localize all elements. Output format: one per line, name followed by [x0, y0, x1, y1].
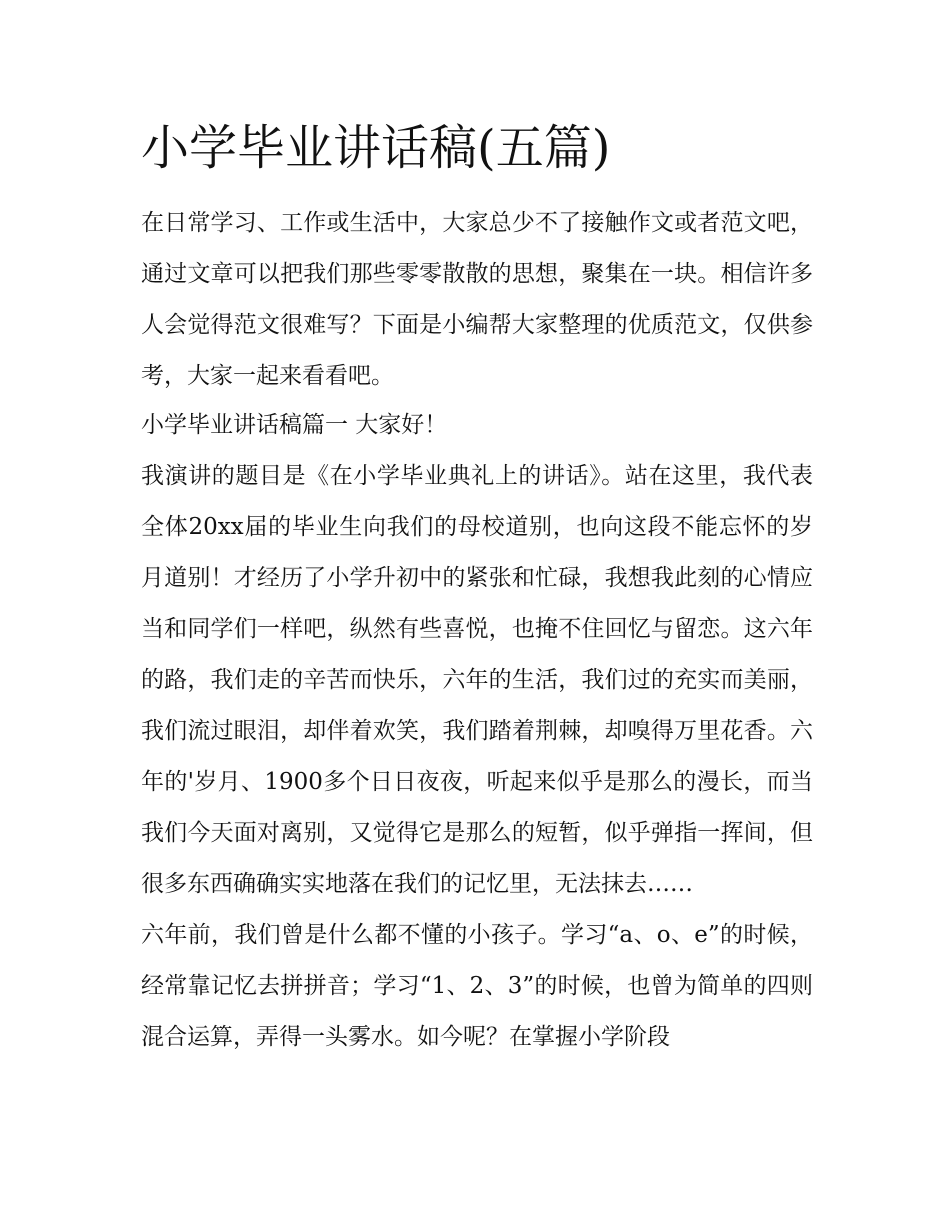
paragraph-six-years-ago: 六年前，我们曾是什么都不懂的小孩子。学习“a、o、e”的时候，经常靠记忆去拼拼音；学习“1、2、3”的时候，也曾为简单的四则混合运算，弄得一头雾水。如今呢？在掌握小学阶段 — [141, 922, 813, 1050]
paragraph-speech-body: 我演讲的题目是《在小学毕业典礼上的讲话》。站在这里，我代表全体20xx届的毕业生向我们的母校道别，也向这段不能忘怀的岁月道别！才经历了小学升初中的紧张和忙碌，我想我此刻的心情应当和同学们一样吧，纵然有些喜悦，也掩不住回忆与留恋。这六年的路，我们走的辛苦而快乐，六年的生活，我们过的充实而美丽，我们流过眼泪，却伴着欢笑，我们踏着荆棘，却嗅得万里花香。六年的'岁月、1900多个日日夜夜，听起来似乎是那么的漫长，而当我们今天面对离别，又觉得它是那么的短暂，似乎弹指一挥间，但很多东西确确实实地落在我们的记忆里，无法抹去…… — [141, 463, 813, 897]
paragraph-section-heading: 小学毕业讲话稿篇一 大家好！ — [141, 412, 448, 438]
document-title: 小学毕业讲话稿(五篇) — [141, 120, 611, 176]
paragraph-intro: 在日常学习、工作或生活中，大家总少不了接触作文或者范文吧，通过文章可以把我们那些零零散散的思想，聚集在一块。相信许多人会觉得范文很难写？下面是小编帮大家整理的优质范文，仅供参考，大家一起来看看吧。 — [141, 210, 813, 389]
document-page — [141, 118, 813, 1063]
